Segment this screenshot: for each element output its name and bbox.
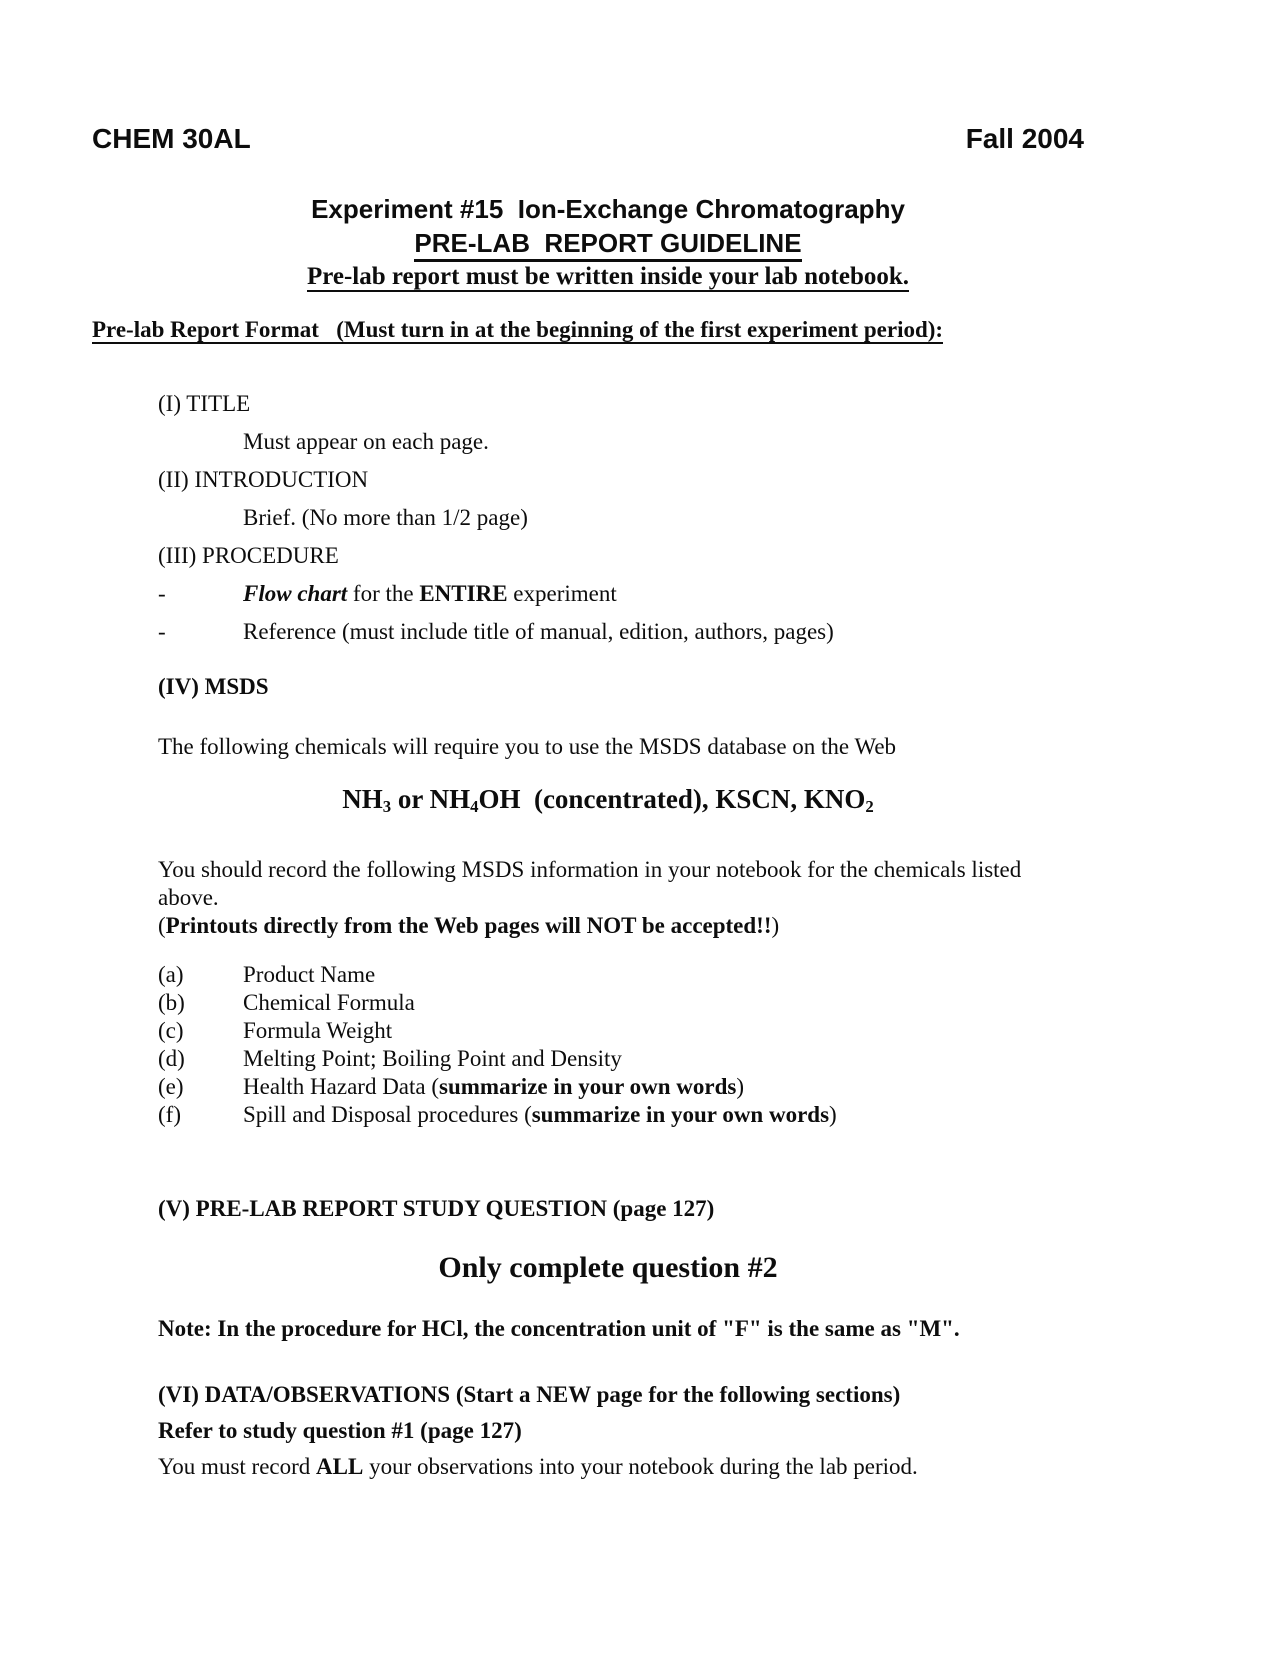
- hcl-concentration-note: Note: In the procedure for HCl, the concentration unit of "F" is the same as "M".: [158, 1316, 960, 1341]
- item-text: Product Name: [243, 962, 376, 987]
- document-header: [92, 125, 1124, 153]
- title-block: [92, 192, 1124, 294]
- record-instruction-line2: above.: [158, 885, 219, 910]
- msds-intro-text: The following chemicals will require you to use the MSDS database on the Web: [158, 734, 897, 759]
- item-text: Chemical Formula: [243, 990, 415, 1015]
- subscript: 2: [865, 796, 874, 816]
- procedure-bullet-reference: [158, 613, 1124, 651]
- subscript: 3: [382, 796, 392, 816]
- section-data-observations-heading: (VI) DATA/OBSERVATIONS (Start a NEW page for the following sections): [158, 1382, 901, 1407]
- item-label: (f): [158, 1102, 181, 1127]
- section-study-question-heading: (V) PRE-LAB REPORT STUDY QUESTION (page 127): [158, 1196, 715, 1221]
- term-label: Fall 2004: [965, 123, 1084, 154]
- item-label: (a): [158, 962, 184, 987]
- section-msds-heading: (IV) MSDS: [158, 674, 269, 699]
- record-instruction-line1: You should record the following MSDS information in your notebook for the chemicals listed: [158, 857, 1022, 882]
- item-label: (e): [158, 1074, 184, 1099]
- item-text: Melting Point; Boiling Point and Density: [243, 1046, 622, 1071]
- item-text: Health Hazard Data (summarize in your own words): [243, 1074, 745, 1099]
- record-observations-line: You must record ALL your observations into your notebook during the lab period.: [158, 1454, 918, 1479]
- bullet-text: Flow chart for the ENTIRE experiment: [243, 581, 617, 606]
- section-title-heading: (I) TITLE: [158, 391, 251, 416]
- notebook-requirement: Pre-lab report must be written inside your lab notebook.: [306, 263, 910, 290]
- list-item: [158, 1017, 1124, 1045]
- bullet-dash: -: [158, 619, 166, 644]
- item-label: (d): [158, 1046, 185, 1071]
- item-text: Formula Weight: [243, 1018, 393, 1043]
- section-introduction-body: Brief. (No more than 1/2 page): [243, 505, 528, 530]
- item-text: Spill and Disposal procedures (summarize in your own words): [243, 1102, 837, 1127]
- item-label: (c): [158, 1018, 184, 1043]
- list-item: [158, 1045, 1124, 1073]
- section-procedure-heading: (III) PROCEDURE: [158, 543, 339, 568]
- bullet-dash: -: [158, 581, 166, 606]
- list-item: [158, 1073, 1124, 1101]
- document-body: [158, 385, 1124, 1485]
- printout-warning: (Printouts directly from the Web pages will NOT be accepted!!): [158, 913, 780, 938]
- format-heading: Pre-lab Report Format (Must turn in at the beginning of the first experiment period):: [92, 317, 944, 342]
- msds-info-list: [158, 961, 1124, 1129]
- guideline-title: PRE-LAB REPORT GUIDELINE: [414, 228, 801, 262]
- item-label: (b): [158, 990, 185, 1015]
- section-introduction-heading: (II) INTRODUCTION: [158, 467, 369, 492]
- chemicals-list: NH3 or NH4OH (concentrated), KSCN, KNO2: [342, 784, 874, 816]
- procedure-bullet-flowchart: [158, 575, 1124, 613]
- bullet-text: Reference (must include title of manual, edition, authors, pages): [243, 619, 834, 644]
- list-item: [158, 1101, 1124, 1129]
- section-title-body: Must appear on each page.: [243, 429, 489, 454]
- experiment-title: Experiment #15 Ion-Exchange Chromatography: [311, 194, 905, 224]
- list-item: [158, 989, 1124, 1017]
- msds-record-instructions: [158, 856, 1124, 940]
- refer-study-question-line: Refer to study question #1 (page 127): [158, 1418, 522, 1443]
- list-item: [158, 961, 1124, 989]
- report-format-sections: [158, 385, 1124, 651]
- course-code: CHEM 30AL: [92, 123, 251, 154]
- subscript: 4: [470, 796, 479, 816]
- study-question-emphasis: Only complete question #2: [438, 1251, 778, 1284]
